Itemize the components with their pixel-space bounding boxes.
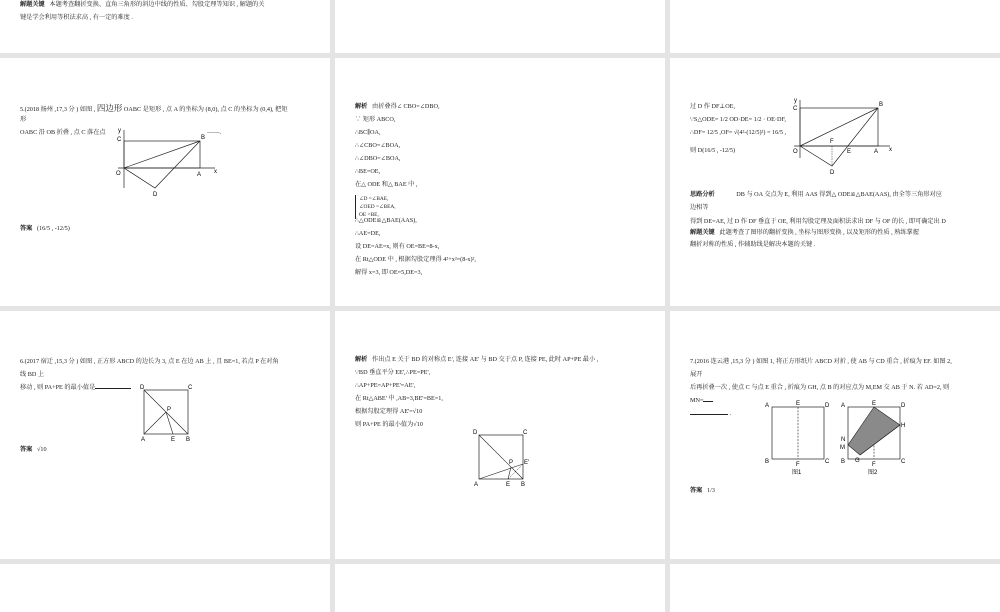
answer-value: (16/5 , -12/5) bbox=[37, 225, 70, 232]
q6-solution-figure bbox=[471, 429, 531, 489]
answer-label: 答案 bbox=[20, 225, 33, 232]
q5-cont-lines: 过 D 作 DF⊥OE, ∵S△ODE= 1/2 OD·DE= 1/2 · OE·DF, ∴DF= 12/5 ,OF= √(4²-(12/5)²) = 16/5 , 则 D(16/5 , -12/5) bbox=[690, 103, 787, 154]
answer-value: 1/3 bbox=[707, 487, 715, 494]
slide-solution-5-cont: 过 D 作 DF⊥OE, ∵S△ODE= 1/2 OD·DE= 1/2 · OE·DF, ∴DF= 12/5 ,OF= √(4²-(12/5)²) = 16/5 , 则 D(16/5 , -12/5) y C B O F E A x D 思路分析 DB 与 OA 交点为 E, 利用 AAS 得到△ ODE≌△BAE(AAS), 由全等三角形对应 边相等 得到 DE=AE, 过 D 作 DF 垂直于 OE, 利用勾股定理及面积法求出 DF 与 OF 的长 , 即可确定出 D 解题关键 此题考查了图形的翻折变换 , 坐标与图形变换 , 以及矩形的性质 , 熟练掌握 翻折对称的性质 , 作辅助线是解决本题的关键 . bbox=[670, 58, 1000, 306]
q7-line3: 后再折叠一次 , 使点 C 与点 E 重合 , 折痕为 GH, 点 B 的对应点为 M,EM 交 AB 于 N. 若 AD=2, 则 bbox=[690, 384, 950, 391]
fig-label-e: E bbox=[872, 401, 877, 407]
fig-label-e: E bbox=[171, 437, 176, 443]
fig-label-d: D bbox=[473, 430, 478, 436]
q5-solution-lines: 解析 由折叠得∠ CBO=∠DBO, ∵ 矩形 ABCO, ∴BC∥OA, ∴∠CBO=∠BOA, ∴∠DBO=∠BOA, ∴BE=OE, 在△ ODE 和△ BAE 中 , bbox=[355, 103, 440, 188]
idea-paragraph: 思路分析 DB 与 OA 交点为 E, 利用 AAS 得到△ ODE≌△BAE(AAS), 由全等三角形对应 bbox=[690, 191, 942, 198]
q6-line3: 移动 , 则 PA+PE 的最小值是 bbox=[20, 383, 131, 393]
key-paragraph bbox=[20, 0, 264, 10]
q7-answer bbox=[690, 486, 715, 496]
q5-line1: 5.(2018 扬州 ,17,3 分 ) 如图 , 四边形 OABC 是矩形 , 点 A 的坐标为 (8,0), 点 C 的坐标为 (0,4), 把矩 bbox=[20, 103, 288, 113]
q5-line2: 形 bbox=[20, 116, 27, 123]
fig-label-c: C bbox=[523, 430, 528, 436]
answer-label: 答案 bbox=[690, 487, 703, 494]
q7-answer-blank: . bbox=[690, 409, 731, 419]
fig-label-m: M bbox=[840, 445, 845, 451]
fig-label-c: C bbox=[901, 459, 906, 465]
figure-1-caption: 图1 bbox=[792, 470, 802, 476]
fig-label-f: F bbox=[830, 139, 834, 145]
fig-label-x: x bbox=[214, 169, 217, 175]
fig-label-f: F bbox=[796, 462, 800, 468]
fig-label-n: N bbox=[841, 437, 846, 443]
q5-answer bbox=[20, 224, 70, 234]
fig-label-b: B bbox=[201, 135, 206, 141]
fig-label-x: x bbox=[889, 147, 892, 153]
fig-label-d: D bbox=[153, 192, 158, 198]
q6-line2: 线 BD 上 bbox=[20, 371, 45, 378]
fig-label-c: C bbox=[825, 459, 830, 465]
fig-label-a: A bbox=[765, 403, 770, 409]
q7-figure-1 bbox=[762, 399, 832, 475]
q5-solution-lines-2: ∴△ODE≌△BAE(AAS), ∴AE=DE, 设 DE=AE=x, 则有 OE=BE=8-x, 在 Rt△ODE 中 , 根据勾股定理得 4²+x²=(8-x)², 解得 x=3, 即 OE=5,DE=3, bbox=[355, 217, 476, 276]
key-paragraph: 解题关键 此题考查了图形的翻折变换 , 坐标与图形变换 , 以及矩形的性质 , 熟练掌握 bbox=[690, 229, 919, 236]
solution-label: 解析 bbox=[355, 356, 368, 363]
figure-2-caption: 图2 bbox=[868, 470, 878, 476]
brace-conditions: ∠D =∠BAE, ∠OED =∠BEA, OE =BE, bbox=[355, 195, 396, 219]
fig-label-c: C bbox=[793, 106, 798, 112]
q6-solution-lines: 解析 作出点 E 关于 BD 的对称点 E', 连接 AE' 与 BD 交于点 P, 连接 PE, 此时 AP+PE 最小 , ∵BD 垂直平分 EE',∴PE=PE', ∴AP+PE=AP+PE'=AE', 在 Rt△ABE' 中 ,AB=3,BE'=BE=1, 根据勾股定理得 AE'=√10 则 PA+PE 的最小值为√10 bbox=[355, 356, 599, 428]
q7-line4: MN= bbox=[690, 396, 713, 406]
fig-label-a: A bbox=[841, 403, 846, 409]
answer-value: √10 bbox=[37, 446, 47, 453]
fig-label-o: O bbox=[116, 171, 121, 177]
slide-question-7 bbox=[670, 311, 1000, 559]
slide-bottom-left bbox=[0, 564, 330, 612]
q7-line2: 展开 bbox=[690, 371, 703, 378]
fig-label-d: D bbox=[140, 385, 145, 391]
fig-label-p: P bbox=[509, 460, 514, 466]
fig-label-p: P bbox=[167, 407, 172, 413]
slide-solution-6 bbox=[335, 311, 665, 559]
key-text-2: 键是学会利用等积法求高 , 有一定的难度 . bbox=[20, 14, 133, 21]
fig-label-a: A bbox=[141, 437, 146, 443]
fig-label-c: C bbox=[188, 385, 193, 391]
fig-label-b: B bbox=[841, 459, 846, 465]
q7-figure-2 bbox=[838, 399, 908, 475]
fig-label-a: A bbox=[474, 482, 479, 488]
fig-label-a: A bbox=[874, 149, 879, 155]
slide-bottom-middle bbox=[335, 564, 665, 612]
fig-label-e: E bbox=[847, 149, 852, 155]
idea-label: 思路分析 bbox=[690, 191, 715, 198]
key-text-1: 本题考查翻折变换、直角三角形的斜边中线的性质、勾股定理等知识 , 解题的关 bbox=[49, 1, 265, 8]
fig-label-b: B bbox=[186, 437, 191, 443]
slide-solution-5 bbox=[335, 58, 665, 306]
q6-figure bbox=[138, 384, 198, 442]
fig-label-f: F bbox=[872, 462, 876, 468]
slide-question-5 bbox=[0, 58, 330, 306]
answer-label: 答案 bbox=[20, 446, 33, 453]
slide-bottom-right bbox=[670, 564, 1000, 612]
fig-label-b: B bbox=[765, 459, 770, 465]
q6-answer bbox=[20, 445, 47, 455]
q5-figure bbox=[110, 128, 220, 218]
slide-top-left bbox=[0, 0, 330, 53]
fig-label-y: y bbox=[794, 98, 797, 104]
fig-label-o: O bbox=[793, 149, 798, 155]
fig-label-b: B bbox=[879, 102, 884, 108]
fig-label-h: H bbox=[901, 423, 906, 429]
solution-label: 解析 bbox=[355, 103, 368, 110]
q5-line3: OABC 沿 OB 折叠 , 点 C 落在点 ——. bbox=[20, 129, 222, 136]
fig-label-e: E bbox=[796, 401, 801, 407]
fig-label-d: D bbox=[901, 403, 906, 409]
q6-line1: 6.(2017 宿迁 ,15,3 分 ) 如图 , 正方形 ABCD 的边长为 3, 点 E 在边 AB 上 , 且 BE=1, 若点 P 在对角 bbox=[20, 358, 279, 365]
slide-top-right bbox=[670, 0, 1000, 53]
key-label: 解题关键 bbox=[20, 1, 45, 8]
fig-label-d: D bbox=[825, 403, 830, 409]
fig-label-e-prime: E' bbox=[524, 460, 530, 466]
fig-label-c: C bbox=[117, 137, 122, 143]
slide-top-middle bbox=[335, 0, 665, 53]
fig-label-d: D bbox=[830, 170, 835, 176]
fig-label-b: B bbox=[521, 482, 526, 488]
q5-cont-figure bbox=[790, 98, 890, 178]
q7-line1: 7.(2016 连云港 ,15,3 分 ) 如图 1, 将正方形纸片 ABCD 对折 , 使 AB 与 CD 重合 , 折痕为 EF. 如图 2, bbox=[690, 358, 952, 365]
slide-question-6 bbox=[0, 311, 330, 559]
fig-label-e: E bbox=[506, 482, 511, 488]
fig-label-g: G bbox=[855, 458, 860, 464]
fig-label-a: A bbox=[197, 172, 202, 178]
fig-label-y: y bbox=[118, 128, 121, 134]
key-label: 解题关键 bbox=[690, 229, 715, 236]
